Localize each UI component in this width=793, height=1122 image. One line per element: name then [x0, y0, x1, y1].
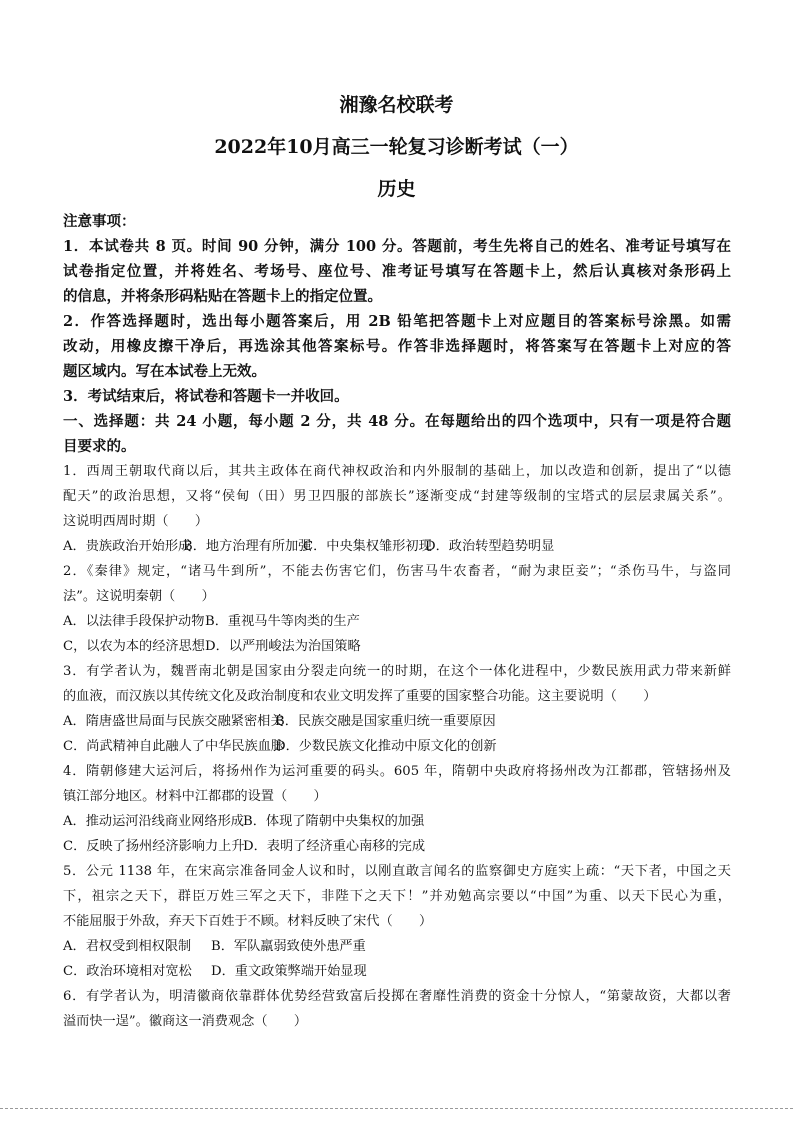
- option-d: D．政治转型趋势明显: [425, 539, 555, 554]
- page-bottom-divider: [0, 1108, 793, 1109]
- section-heading: 一、选择题：共 24 小题，每小题 2 分，共 48 分。在每题给出的四个选项中，只有一项是符合题: [63, 413, 731, 430]
- option-b: B．军队羸弱致使外患严重: [211, 939, 366, 954]
- option-c: C，以农为本的经济思想: [63, 639, 205, 654]
- question-2-options: [63, 636, 731, 658]
- notes-heading: 注意事项：: [63, 213, 136, 230]
- question-6-text: 6．有学者认为，明清徽商依靠群体优势经营致富后投掷在奢靡性消费的资金十分惊人，“第蒙故资，大都以奢: [63, 989, 731, 1004]
- question-5-text: 5．公元 1138 年，在宋高宗准备同金人议和时，以刚直敢言闻名的监察御史方庭实上疏：“天下者，中国之天: [63, 864, 731, 879]
- option-a: A．贵族政治开始形成: [63, 539, 192, 554]
- option-a: A．推动运河沿线商业网络形成: [63, 814, 244, 829]
- question-4-text: 4．隋朝修建大运河后，将扬州作为运河重要的码头。605 年，隋朝中央政府将扬州改为江都郡，管辖扬州及: [63, 764, 731, 779]
- note-line: 试卷指定位置，并将姓名、考场号、座位号、准考证号填写在答题卡上，然后认真核对条形码上: [63, 263, 731, 280]
- option-c: C．尚武精神自此融人了中华民族血脉: [63, 739, 285, 754]
- question-3-options: [63, 711, 731, 733]
- question-6-text: 溢而快一逞”。徽商这一消费观念（ ）: [63, 1014, 308, 1029]
- option-d: D．少数民族文化推动中原文化的创新: [275, 739, 497, 754]
- question-2-options: [63, 611, 731, 633]
- note-line: 2．作答选择题时，选出每小题答案后，用 2B 铅笔把答题卡上对应题目的答案标号涂黑。如需: [63, 313, 731, 330]
- option-c: C．反映了扬州经济影响力上升: [63, 839, 245, 854]
- note-line: 1．本试卷共 8 页。时间 90 分钟，满分 100 分。答题前，考生先将自己的姓名、准考证号填写在: [63, 238, 731, 255]
- question-1-options: [63, 536, 731, 558]
- option-b: B．地方治理有所加强: [183, 539, 312, 554]
- option-c: C．政治环境相对宽松: [63, 964, 192, 979]
- question-4-text: 镇江部分地区。材料中江都郡的设置（ ）: [63, 789, 327, 804]
- question-3-options: [63, 736, 731, 758]
- note-line: 改动，用橡皮擦干净后，再选涂其他答案标号。作答非选择题时，将答案写在答题卡上对应的答: [63, 338, 731, 355]
- question-3-text: 的血液，而汉族以其传统文化及政治制度和农业文明发挥了重要的国家整合功能。这主要说明（ ）: [63, 689, 657, 704]
- note-line: 的信息，并将条形码粘贴在答题卡上的指定位置。: [63, 288, 382, 305]
- question-4-options: [63, 836, 731, 858]
- option-b: B．体现了隋朝中央集权的加强: [243, 814, 425, 829]
- option-b: B．重视马牛等肉类的生产: [205, 614, 360, 629]
- option-a: A．隋唐盛世局面与民族交融紧密相关: [63, 714, 284, 729]
- option-d: D．表明了经济重心南移的完成: [243, 839, 426, 854]
- option-d: D．重文政策弊端开始显现: [211, 964, 367, 979]
- question-5-text: 下，祖宗之天下，群臣万姓三军之天下，非陛下之天下！”并劝勉高宗要以“中国”为重、以天下民心为重，: [63, 889, 731, 904]
- question-2-text: 法”。这说明秦朝（ ）: [63, 589, 215, 604]
- question-4-options: [63, 811, 731, 833]
- exam-org-title: 湘豫名校联考: [339, 94, 454, 116]
- question-1-text: 1．西周王朝取代商以后，其共主政体在商代神权政治和内外服制的基础上，加以改造和创新，提出了“以德: [63, 464, 731, 479]
- section-heading: 目要求的。: [63, 438, 136, 455]
- option-c: C．中央集权雏形初现: [303, 539, 432, 554]
- question-5-text: 不能屈服于外敌，弃天下百姓于不顾。材料反映了宋代（ ）: [63, 914, 433, 929]
- option-a: A．以法律手段保护动物: [63, 614, 205, 629]
- exam-title: 2022年10月高三一轮复习诊断考试（一）: [214, 136, 579, 158]
- note-line: 题区域内。写在本试卷上无效。: [63, 363, 266, 380]
- question-1-text: 这说明西周时期（ ）: [63, 514, 209, 529]
- option-d: D．以严刑峻法为治国策略: [205, 639, 361, 654]
- question-3-text: 3．有学者认为，魏晋南北朝是国家由分裂走向统一的时期，在这个一体化进程中，少数民族用武力带来新鲜: [63, 664, 731, 679]
- subject-title: 历史: [377, 178, 416, 200]
- option-b: B．民族交融是国家重归统一重要原因: [275, 714, 496, 729]
- question-5-options: [63, 936, 731, 958]
- question-1-text: 配天”的政治思想，又将“侯甸（田）男卫四服的部族长”逐渐变成“封建等级制的宝塔式的层层隶属关系”。: [63, 489, 731, 504]
- note-line: 3．考试结束后，将试卷和答题卡一并收回。: [63, 388, 349, 405]
- option-a: A．君权受到相权限制: [63, 939, 192, 954]
- question-5-options: [63, 961, 731, 983]
- question-2-text: 2．《秦律》规定，“诸马牛到所”，不能去伤害它们，伤害马牛农畜者，“耐为隶臣妾”；“杀伤马牛，与盗同: [63, 564, 731, 579]
